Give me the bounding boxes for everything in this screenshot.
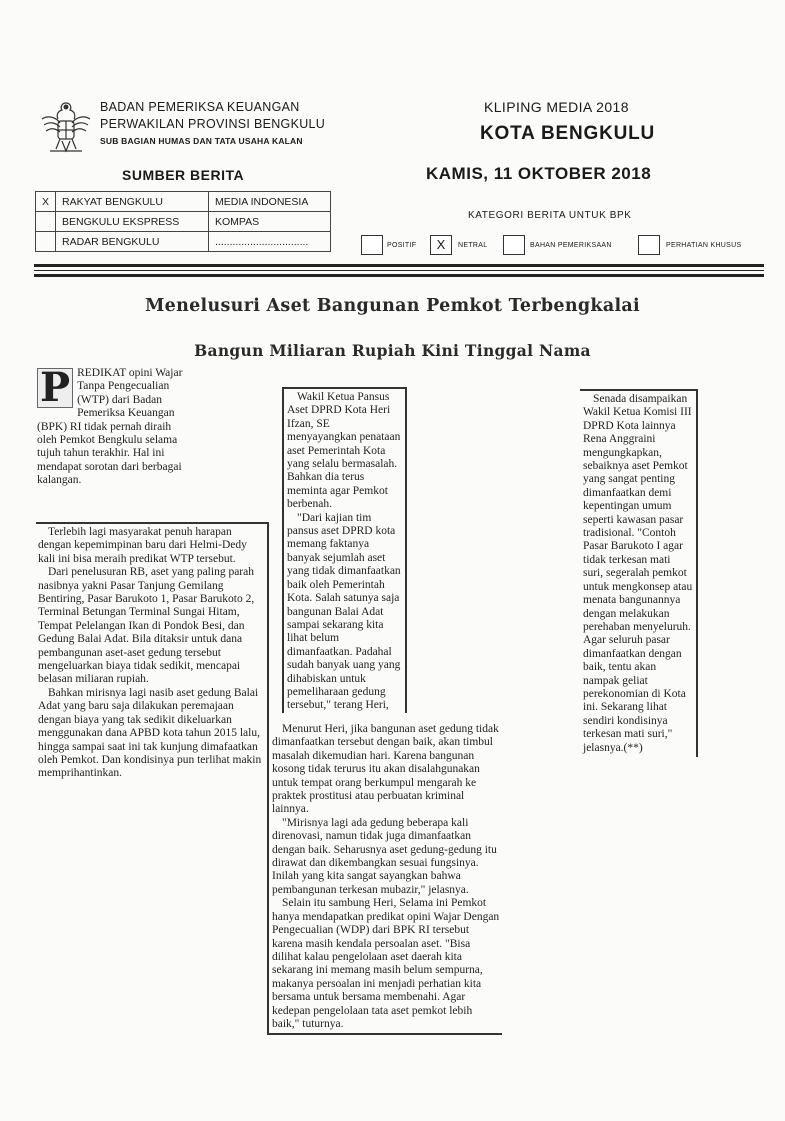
source-name: RADAR BENGKULU <box>56 232 209 252</box>
header-divider-thin <box>34 270 764 271</box>
org-name-line2: PERWAKILAN PROVINSI BENGKULU <box>100 117 326 131</box>
header-divider <box>34 264 764 267</box>
source-name: MEDIA INDONESIA <box>209 192 331 212</box>
drop-cap: P <box>37 368 73 408</box>
source-mark <box>36 212 56 232</box>
article-paragraph: Terlebih lagi masyarakat penuh harapan dengan kepemimpinan baru dari Helmi-Dedy kali ini bisa meraih predikat WTP tersebut. <box>38 526 247 565</box>
article-paragraph: "Mirisnya lagi ada gedung beberapa kali direnovasi, namun tidak juga dimanfaatkan dengan baik. Seharusnya aset gedung-gedung itu dirawat dan dikembangkan sesuai fungsinya. Inilah yang kita sangat sayangkan bahwa pembangunan terkesan mubazir," jelasnya. <box>272 816 497 896</box>
sources-table <box>35 191 331 252</box>
category-label-positif: POSITIF <box>387 242 417 249</box>
article-paragraph: Senada disampaikan Wakil Ketua Komisi III DPRD Kota lainnya Rena Anggraini mengungkapkan, sebaiknya aset Pemkot yang sangat penting dimanfaatkan demi kepentingan umum seperti kawasan pasar tradisional. "Contoh Pasar Barukoto I agar tidak terkesan mati suri, segeralah pemkot untuk mengkonsep atau menata bangunannya dengan melakukan perehaban menyeluruh. Agar seluruh pasar dimanfaatkan dengan baik, tentu akan nampak geliat perekonomian di Kota ini. Sekarang lihat sendiri kondisinya terkesan mati suri," jelasnya.(**) <box>583 393 693 754</box>
article-paragraph: Menurut Heri, jika bangunan aset gedung tidak dimanfaatkan tersebut dengan baik, akan timbul masalah dikemudian hari. Karena bangunan kosong tidak terurus itu akan disalahgunakan untuk tempat orang berkumpul mengarah ke praktek prostitusi atau perbuatan kriminal lainnya. <box>272 723 499 816</box>
category-label-bahan-pemeriksaan: BAHAN PEMERIKSAAN <box>530 242 612 249</box>
category-label-perhatian-khusus: PERHATIAN KHUSUS <box>666 242 742 249</box>
source-row <box>36 232 331 252</box>
org-name-line3: SUB BAGIAN HUMAS DAN TATA USAHA KALAN <box>100 136 303 146</box>
article-headline: Menelusuri Aset Bangunan Pemkot Terbengkalai <box>144 296 640 316</box>
article-clip-col2-top <box>282 387 407 713</box>
kliping-title: KLIPING MEDIA 2018 <box>484 99 629 115</box>
source-name: RAKYAT BENGKULU <box>56 192 209 212</box>
header-divider <box>34 274 764 277</box>
article-paragraph: Selain itu sambung Heri, Selama ini Pemkot hanya mendapatkan predikat opini Wajar Dengan Pengecualian (WDP) dari BPK RI tersebut karena masih kendala persoalan aset. "Bisa dilihat kalau pengelolaan aset daerah kita sekarang ini memang masih belum sempurna, makanya persoalan ini menjadi perhatian kita bersama untuk bersama membenahi. Agar kedepan pengelolaan tata aset pemkot lebih baik," tuturnya. <box>272 897 500 1030</box>
source-row <box>36 192 331 212</box>
source-row <box>36 212 331 232</box>
article-subhead: Bangun Miliaran Rupiah Kini Tinggal Nama <box>194 341 591 360</box>
source-name: ................................ <box>209 232 331 252</box>
article-clip-col2-bottom <box>267 722 502 1035</box>
garuda-emblem-icon <box>38 97 94 155</box>
publication-date: KAMIS, 11 OKTOBER 2018 <box>426 164 652 183</box>
source-name: BENGKULU EKSPRESS <box>56 212 209 232</box>
org-name-line1: BADAN PEMERIKSA KEUANGAN <box>100 100 300 114</box>
category-title: KATEGORI BERITA UNTUK BPK <box>468 210 632 221</box>
article-clip-col1 <box>36 522 269 781</box>
article-paragraph: Bahkan mirisnya lagi nasib aset gedung Balai Adat yang baru saja dilakukan peremajaan dengan biaya yang tak sedikit dikeluarkan menggunakan dana APBD kota tahun 2015 lalu, hingga sampai saat ini tak kunjung dimafaatkan oleh Pemkot. Dan kondisinya pun terlihat makin memprihantinkan. <box>38 686 262 780</box>
city-title: KOTA BENGKULU <box>480 123 656 144</box>
article-clip-col1-lead <box>37 364 187 488</box>
article-clip-col3 <box>580 389 698 757</box>
article-paragraph: Wakil Ketua Pansus Aset DPRD Kota Heri Ifzan, SE menyayangkan penataan aset Pemerintah Kota yang selalu bermasalah. Bahkan dia terus meminta agar Pemkot berbenah. <box>287 391 401 511</box>
category-checkbox-netral: X <box>430 235 452 255</box>
source-mark <box>36 232 56 252</box>
article-paragraph: "Dari kajian tim pansus aset DPRD kota memang faktanya banyak sejumlah aset yang tidak dimanfaatkan baik oleh Pemerintah Kota. Salah satunya saja bangunan Balai Adat sampai sekarang kita lihat belum dimanfaatkan. Padahal sudah banyak uang yang dihabiskan untuk pemeliharaan gedung tersebut," terang Heri, <box>287 511 401 712</box>
sources-title: SUMBER BERITA <box>122 167 245 183</box>
category-checkbox-perhatian-khusus <box>638 235 660 255</box>
category-label-netral: NETRAL <box>458 242 488 249</box>
article-paragraph: Dari penelusuran RB, aset yang paling parah nasibnya yakni Pasar Tanjung Gemilang Bentiring, Pasar Barukoto 1, Pasar Barukoto 2, Terminal Betungan Terminal Sungai Hitam, Tempat Pelelangan Ikan di Pondok Besi, dan Gedung Balai Adat. Bila ditaksir untuk dana pembangunan aset-aset gedung tersebut mengeluarkan biaya tidak sedikit, mencapai belasan miliaran rupiah. <box>38 566 255 686</box>
category-checkbox-bahan-pemeriksaan <box>503 235 525 255</box>
lead-paragraph: REDIKAT opini Wajar Tanpa Pengecualian (WTP) dari Badan Pemeriksa Keuangan (BPK) RI tidak pernah diraih oleh Pemkot Bengkulu selama tujuh tahun terakhir. Hal ini mendapat sorotan dari berbagai kalangan. <box>37 367 183 487</box>
category-checkbox-positif <box>361 235 383 255</box>
source-name: KOMPAS <box>209 212 331 232</box>
source-mark: X <box>36 192 56 212</box>
